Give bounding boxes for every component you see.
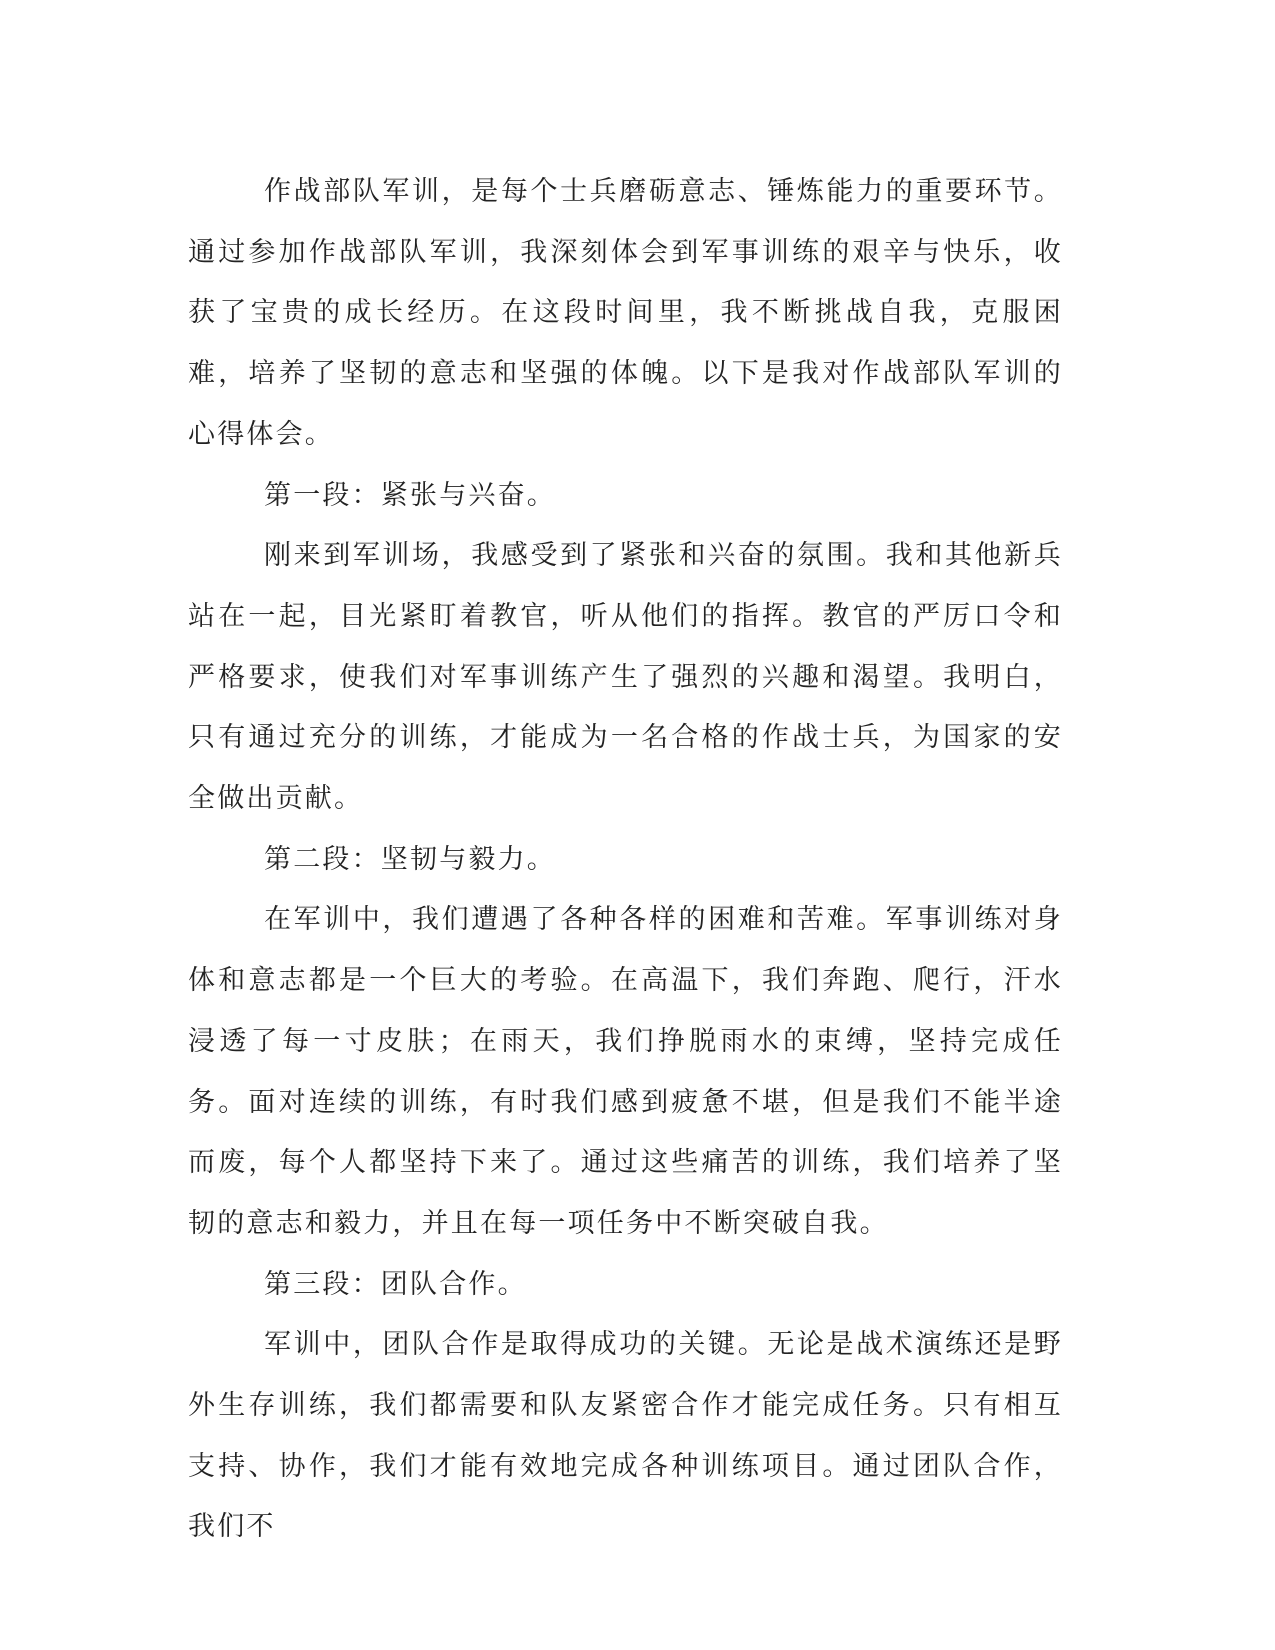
section-1-paragraph: 刚来到军训场，我感受到了紧张和兴奋的氛围。我和其他新兵站在一起，目光紧盯着教官，听从他们的指挥。教官的严厉口令和严格要求，使我们对军事训练产生了强烈的兴趣和渴望。我明白，只有通过充分的训练，才能成为一名合格的作战士兵，为国家的安全做出贡献。: [188, 540, 1063, 815]
section-2-paragraph: 在军训中，我们遭遇了各种各样的困难和苦难。军事训练对身体和意志都是一个巨大的考验。在高温下，我们奔跑、爬行，汗水浸透了每一寸皮肤；在雨天，我们挣脱雨水的束缚，坚持完成任务。面对连续的训练，有时我们感到疲惫不堪，但是我们不能半途而废，每个人都坚持下来了。通过这些痛苦的训练，我们培养了坚韧的意志和毅力，并且在每一项任务中不断突破自我。: [188, 904, 1063, 1239]
section-1-heading: 第一段：紧张与兴奋。: [264, 479, 556, 511]
section-2-heading: 第二段：坚韧与毅力。: [264, 843, 556, 875]
section-3-heading: 第三段：团队合作。: [264, 1268, 527, 1300]
intro-paragraph: 作战部队军训，是每个士兵磨砺意志、锤炼能力的重要环节。通过参加作战部队军训，我深刻体会到军事训练的艰辛与快乐，收获了宝贵的成长经历。在这段时间里，我不断挑战自我，克服困难，培养了坚韧的意志和坚强的体魄。以下是我对作战部队军训的心得体会。: [188, 176, 1063, 450]
document-body: [188, 162, 1063, 1558]
section-3-paragraph: 军训中，团队合作是取得成功的关键。无论是战术演练还是野外生存训练，我们都需要和队友紧密合作才能完成任务。只有相互支持、协作，我们才能有效地完成各种训练项目。通过团队合作，我们不: [188, 1329, 1063, 1543]
